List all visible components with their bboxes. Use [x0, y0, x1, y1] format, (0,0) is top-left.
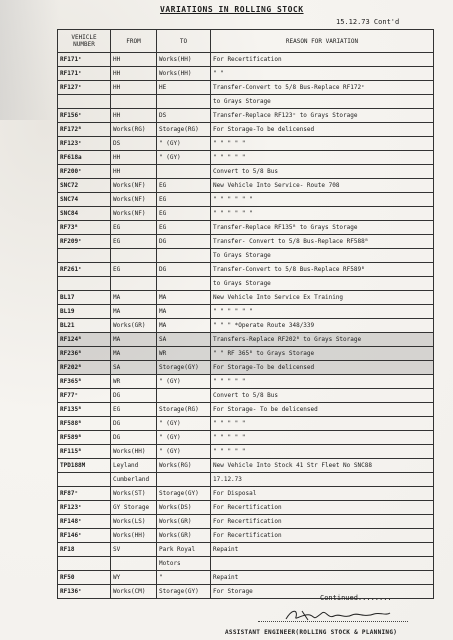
reason-cell: For Recertification [211, 529, 434, 543]
to-cell [157, 95, 211, 109]
reason-cell: " " " " " " [211, 207, 434, 221]
to-cell: EG [157, 179, 211, 193]
table-row [58, 235, 434, 249]
vehicle-number-cell: RF588ᴮ [58, 417, 111, 431]
to-cell: Park Royal [157, 543, 211, 557]
table-row [58, 431, 434, 445]
to-cell: DG [157, 263, 211, 277]
reason-cell: Transfers-Replace RF202ᴮ to Grays Storage [211, 333, 434, 347]
to-cell: MA [157, 291, 211, 305]
from-cell: Leyland [111, 459, 157, 473]
table-row [58, 95, 434, 109]
vehicle-number-cell: RF261ᶜ [58, 263, 111, 277]
from-cell: EG [111, 403, 157, 417]
to-cell: " (GY) [157, 417, 211, 431]
from-cell: SA [111, 361, 157, 375]
reason-cell: " " " " " [211, 137, 434, 151]
signatory-title: ASSISTANT ENGINEER(ROLLING STOCK & PLANNING) [225, 629, 398, 636]
reason-cell: " " " " " [211, 417, 434, 431]
table-row [58, 347, 434, 361]
reason-cell: For Recertification [211, 501, 434, 515]
vehicle-number-cell: SNC74 [58, 193, 111, 207]
vehicle-number-cell: RF146ᶜ [58, 529, 111, 543]
from-cell: WR [111, 375, 157, 389]
reason-cell: to Grays Storage [211, 277, 434, 291]
table-row [58, 277, 434, 291]
table-row [58, 151, 434, 165]
table-row [58, 389, 434, 403]
to-cell: " (GY) [157, 431, 211, 445]
vehicle-number-cell: RF200ᶜ [58, 165, 111, 179]
table-row [58, 487, 434, 501]
vehicle-number-cell: RF171ᶜ [58, 67, 111, 81]
to-cell: Works(GR) [157, 529, 211, 543]
from-cell [111, 277, 157, 291]
table-row [58, 473, 434, 487]
reason-cell: New Vehicle Into Service Ex Training [211, 291, 434, 305]
col-header-reason: REASON FOR VARIATION [211, 30, 434, 53]
reason-cell: For Storage-To be delicensed [211, 123, 434, 137]
vehicle-number-cell: BL21 [58, 319, 111, 333]
reason-cell: New Vehicle Into Service- Route 708 [211, 179, 434, 193]
to-cell: Storage(GY) [157, 361, 211, 375]
from-cell [111, 249, 157, 263]
col-header-to: TO [157, 30, 211, 53]
vehicle-number-cell: RF87ᶜ [58, 487, 111, 501]
from-cell: GY Storage [111, 501, 157, 515]
table-row [58, 417, 434, 431]
from-cell: Works(NF) [111, 207, 157, 221]
table-header-row [58, 30, 434, 53]
vehicle-number-cell [58, 473, 111, 487]
table-row [58, 165, 434, 179]
vehicle-number-cell: RF365ᴮ [58, 375, 111, 389]
scan-shadow [0, 0, 60, 120]
reason-cell: " " " *Operate Route 348/339 [211, 319, 434, 333]
reason-cell: to Grays Storage [211, 95, 434, 109]
to-cell: Storage(RG) [157, 123, 211, 137]
vehicle-number-cell: RF123ᶜ [58, 137, 111, 151]
table-row [58, 179, 434, 193]
vehicle-number-cell: RF123ᶜ [58, 501, 111, 515]
reason-cell: " " " " " " [211, 193, 434, 207]
reason-cell: For Recertification [211, 53, 434, 67]
vehicle-number-cell: RF18 [58, 543, 111, 557]
reason-cell: For Storage- To be delicensed [211, 403, 434, 417]
reason-cell [211, 557, 434, 571]
vehicle-number-cell [58, 557, 111, 571]
table-row [58, 571, 434, 585]
from-cell: Cumberland [111, 473, 157, 487]
document-title: VARIATIONS IN ROLLING STOCK [160, 5, 304, 14]
continued-note: Continued........ [320, 594, 392, 602]
reason-cell: For Storage-To be delicensed [211, 361, 434, 375]
from-cell: DS [111, 137, 157, 151]
from-cell: EG [111, 263, 157, 277]
to-cell [157, 473, 211, 487]
table-row [58, 557, 434, 571]
from-cell: MA [111, 305, 157, 319]
vehicle-number-cell: RF77ᶜ [58, 389, 111, 403]
table-row [58, 207, 434, 221]
table-row [58, 109, 434, 123]
reason-cell: Repaint [211, 571, 434, 585]
vehicle-number-cell: RF209ᶜ [58, 235, 111, 249]
vehicle-number-cell: RF172ᴮ [58, 123, 111, 137]
table-row [58, 137, 434, 151]
vehicle-number-cell [58, 95, 111, 109]
to-cell: HE [157, 81, 211, 95]
from-cell: Works(HH) [111, 445, 157, 459]
from-cell: Works(ST) [111, 487, 157, 501]
vehicle-number-cell: RF202ᴮ [58, 361, 111, 375]
from-cell: MA [111, 347, 157, 361]
reason-cell: For Recertification [211, 515, 434, 529]
table-row [58, 319, 434, 333]
reason-cell: " " RF 365ᴮ to Grays Storage [211, 347, 434, 361]
from-cell: DG [111, 389, 157, 403]
to-cell: " (GY) [157, 151, 211, 165]
vehicle-number-cell: RF589ᴮ [58, 431, 111, 445]
to-cell: EG [157, 193, 211, 207]
to-cell: DG [157, 235, 211, 249]
reason-cell: For Storage [211, 585, 434, 599]
to-cell: " (GY) [157, 137, 211, 151]
reason-cell: For Disposal [211, 487, 434, 501]
table-row [58, 67, 434, 81]
from-cell: MA [111, 291, 157, 305]
to-cell [157, 165, 211, 179]
from-cell: EG [111, 235, 157, 249]
from-cell: Works(LS) [111, 515, 157, 529]
to-cell: DS [157, 109, 211, 123]
from-cell: HH [111, 165, 157, 179]
to-cell: Works(RG) [157, 459, 211, 473]
reason-cell: Transfer-Convert to 5/8 Bus-Replace RF589ᴮ [211, 263, 434, 277]
table-row [58, 53, 434, 67]
to-cell: SA [157, 333, 211, 347]
to-cell [157, 249, 211, 263]
table-row [58, 291, 434, 305]
to-cell: Works(GR) [157, 515, 211, 529]
from-cell [111, 95, 157, 109]
reason-cell: " " [211, 67, 434, 81]
reason-cell: Transfer-Replace RF123ᶜ to Grays Storage [211, 109, 434, 123]
vehicle-number-cell: RF73ᴮ [58, 221, 111, 235]
vehicle-number-cell: RF135ᴮ [58, 403, 111, 417]
to-cell: EG [157, 221, 211, 235]
from-cell: DG [111, 431, 157, 445]
to-cell: MA [157, 319, 211, 333]
table-row [58, 249, 434, 263]
table-row [58, 361, 434, 375]
vehicle-number-cell: BL19 [58, 305, 111, 319]
vehicle-number-cell: RF124ᴮ [58, 333, 111, 347]
from-cell: DG [111, 417, 157, 431]
from-cell: HH [111, 67, 157, 81]
from-cell: Works(GR) [111, 319, 157, 333]
to-cell: Motors [157, 557, 211, 571]
to-cell: " (GY) [157, 445, 211, 459]
from-cell: Works(RG) [111, 123, 157, 137]
table-row [58, 375, 434, 389]
table-row [58, 81, 434, 95]
col-header-from: FROM [111, 30, 157, 53]
table-row [58, 459, 434, 473]
variations-table [57, 29, 434, 599]
table-row [58, 333, 434, 347]
from-cell: HH [111, 53, 157, 67]
to-cell: Works(HH) [157, 67, 211, 81]
reason-cell: " " " " " [211, 445, 434, 459]
col-header-vehicle-number: VEHICLE NUMBER [58, 30, 111, 53]
document-date: 15.12.73 Cont'd [336, 18, 400, 26]
vehicle-number-cell: RF148ᶜ [58, 515, 111, 529]
vehicle-number-cell: SNC72 [58, 179, 111, 193]
to-cell: Storage(GY) [157, 585, 211, 599]
table-row [58, 305, 434, 319]
reason-cell: " " " " " [211, 151, 434, 165]
from-cell: MA [111, 333, 157, 347]
reason-cell: Transfer-Convert to 5/8 Bus-Replace RF172ᶜ [211, 81, 434, 95]
to-cell: Storage(GY) [157, 487, 211, 501]
table-row [58, 263, 434, 277]
table-row [58, 515, 434, 529]
reason-cell: " " " " " " [211, 305, 434, 319]
reason-cell: Transfer- Convert to 5/8 Bus-Replace RF588ᴮ [211, 235, 434, 249]
reason-cell: Convert to 5/8 Bus [211, 389, 434, 403]
to-cell: EG [157, 207, 211, 221]
from-cell: SV [111, 543, 157, 557]
to-cell: Storage(RG) [157, 403, 211, 417]
vehicle-number-cell [58, 277, 111, 291]
vehicle-number-cell: RF171ᶜ [58, 53, 111, 67]
to-cell: Works(HH) [157, 53, 211, 67]
vehicle-number-cell [58, 249, 111, 263]
table-row [58, 403, 434, 417]
table-row [58, 501, 434, 515]
reason-cell: To Grays Storage [211, 249, 434, 263]
from-cell: HH [111, 109, 157, 123]
reason-cell: Transfer-Replace RF135ᴮ to Grays Storage [211, 221, 434, 235]
table-row [58, 543, 434, 557]
vehicle-number-cell: RF156ᶜ [58, 109, 111, 123]
to-cell [157, 389, 211, 403]
from-cell: WY [111, 571, 157, 585]
to-cell [157, 277, 211, 291]
signature-line [258, 621, 408, 622]
reason-cell: New Vehicle Into Stock 41 Str Fleet No SNC88 [211, 459, 434, 473]
table-row [58, 221, 434, 235]
from-cell: Works(NF) [111, 193, 157, 207]
from-cell: EG [111, 221, 157, 235]
to-cell: MA [157, 305, 211, 319]
to-cell: Works(DS) [157, 501, 211, 515]
to-cell: WR [157, 347, 211, 361]
from-cell [111, 557, 157, 571]
from-cell: Works(NF) [111, 179, 157, 193]
to-cell: " [157, 571, 211, 585]
table-row [58, 445, 434, 459]
table-row [58, 529, 434, 543]
reason-cell: " " " " " [211, 431, 434, 445]
reason-cell: 17.12.73 [211, 473, 434, 487]
from-cell: HH [111, 151, 157, 165]
vehicle-number-cell: RF236ᴮ [58, 347, 111, 361]
from-cell: Works(HH) [111, 529, 157, 543]
reason-cell: Convert to 5/8 Bus [211, 165, 434, 179]
from-cell: Works(CM) [111, 585, 157, 599]
reason-cell: Repaint [211, 543, 434, 557]
to-cell: " (GY) [157, 375, 211, 389]
table-row [58, 123, 434, 137]
vehicle-number-cell: RF618a [58, 151, 111, 165]
vehicle-number-cell: SNC84 [58, 207, 111, 221]
vehicle-number-cell: BL17 [58, 291, 111, 305]
reason-cell: " " " " " [211, 375, 434, 389]
vehicle-number-cell: RF136ᶜ [58, 585, 111, 599]
from-cell: HH [111, 81, 157, 95]
vehicle-number-cell: RF127ᶜ [58, 81, 111, 95]
vehicle-number-cell: RF115ᴮ [58, 445, 111, 459]
table-row [58, 193, 434, 207]
vehicle-number-cell: TPD188M [58, 459, 111, 473]
vehicle-number-cell: RF50 [58, 571, 111, 585]
